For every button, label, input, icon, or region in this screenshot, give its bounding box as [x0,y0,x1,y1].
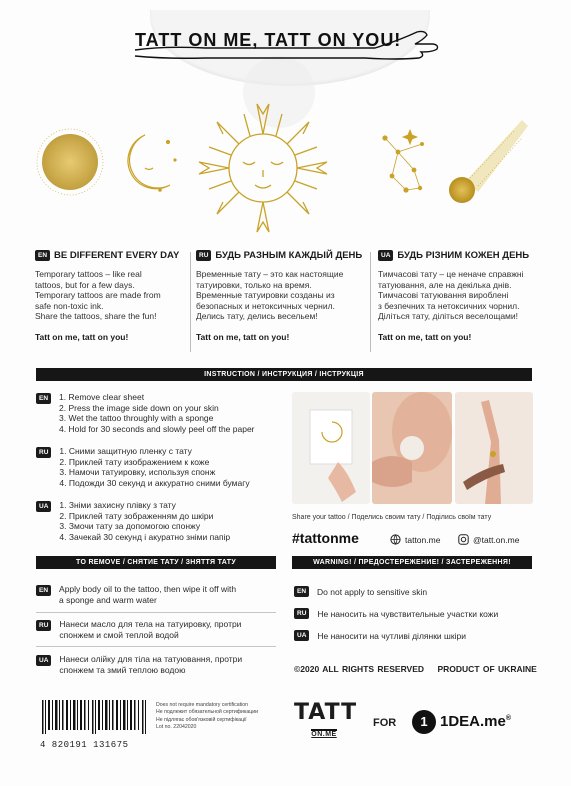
instruction-group-ua [36,500,230,542]
constellation-icon [383,130,424,192]
origin-text: PRODUCT OF UKRAINE [437,664,537,674]
idea-logo-text [440,713,511,730]
remove-item-ua [36,654,276,676]
instruction-step: 1. Зніми захисну плівку з тату [59,500,176,510]
remove-item-en [36,584,276,606]
remove-text: Apply body oil to the tattoo, then wipe it off with a sponge and warm water [59,584,237,605]
remove-text: Нанеси олійку для тіла на татуювання, протри спонжем та змий теплою водою [59,654,243,675]
website-text: tatton.me [405,534,441,545]
certification-fine-print: Does not require mandatory certification Не подлежит обязательной сертификации Не підлягає обов'язковій сертифікації Lot no. 22042020 [156,702,258,731]
column-body: Тимчасові тату – це неначе справжні татуювання, але на декілька днів. Тимчасові татуювання вироблені з безпечних та нетоксичних чорнил. Діліться тату, діліться веселощами! [378,269,524,321]
lang-tag-ru: RU [196,250,211,261]
divider [36,646,276,647]
warning-item-ru [294,608,498,619]
instruction-step: 2. Приклей тату изображением к коже [59,456,210,467]
rights-text: ©2020 ALL RIGHTS RESERVED [294,664,425,674]
share-caption: Share your tattoo / Поделись своим тату / Поділись своїм тату [292,514,492,521]
remove-bar: TO REMOVE / СНЯТИЕ ТАТУ / ЗНЯТТЯ ТАТУ [36,556,276,569]
for-label: FOR [373,717,397,729]
idea-logo-badge: 1 [412,710,436,734]
website-link[interactable] [390,534,440,545]
column-heading: BE DIFFERENT EVERY DAY [54,250,180,261]
brand-slogan: TATT ON ME, TATT ON YOU! [135,30,402,50]
gold-sphere-icon [37,129,103,195]
lang-tag-ua: UA [36,655,51,666]
comet-icon [449,120,528,203]
logo-main-text: TATT [294,700,358,725]
photo-tattoo-sheet [292,392,370,504]
warning-item-en [294,586,427,597]
hashtag[interactable]: #tattonme [292,530,359,546]
warning-text: Do not apply to sensitive skin [317,586,428,597]
column-closing: Tatt on me, tatt on you! [35,331,129,342]
column-body: Temporary tattoos – like real tattoos, but for a few days. Temporary tattoos are made from safe non-toxic ink. Share the tattoos, share the fun! [35,269,161,321]
logo-sub-text: ON.ME [311,731,337,738]
instruction-step: 1. Сними защитную пленку с тату [59,446,192,456]
lang-tag-ru: RU [36,620,51,631]
lang-tag-ru: RU [36,447,51,458]
warning-text: Не наносити на чутливі ділянки шкіри [317,630,466,641]
lang-tag-ua: UA [294,630,309,641]
warning-bar: WARNING! / ПРЕДОСТЕРЕЖЕНИЕ! / ЗАСТЕРЕЖЕННЯ! [292,556,532,569]
remove-text: Нанеси масло для тела на татуировку, протри спонжем и смой теплой водой [59,619,242,640]
globe-icon [390,534,401,545]
instruction-step: 4. Подожди 30 секунд и аккуратно сними бумагу [59,477,250,488]
gold-tattoo-illustrations [0,90,571,250]
column-ru [196,250,366,342]
instruction-step: 1. Remove clear sheet [59,392,145,402]
instagram-icon [458,534,469,545]
lang-tag-en: EN [35,250,50,261]
tattonme-logo [294,700,358,741]
instagram-text: @tatt.on.me [473,534,520,545]
remove-item-ru [36,619,276,641]
lang-tag-en: EN [294,586,309,597]
column-body: Временные тату – это как настоящие татуировки, только на время. Временные татуировки созданы из безопасных и нетоксичных чернил. Делись тату, делись весельем! [196,269,344,321]
column-closing: Tatt on me, tatt on you! [378,331,472,342]
copyright-line [294,664,537,674]
barcode-number: 4 820191 131675 [40,740,129,750]
barcode [40,700,150,750]
column-heading: БУДЬ РАЗНЫМ КАЖДЫЙ ДЕНЬ [215,250,363,261]
column-divider [370,252,371,352]
lang-tag-ua: UA [36,501,51,512]
barcode-bars [40,700,150,734]
instruction-group-ru [36,446,250,488]
instruction-step: 3. Wet the tattoo throughly with a sponge [59,413,214,424]
sun-face-icon [199,104,327,232]
lang-tag-en: EN [36,585,51,596]
crescent-moon-icon [128,135,176,191]
warning-text: Не наносить на чувствительные участки кожи [317,608,499,619]
instagram-link[interactable] [458,534,519,545]
partner-name: 1DEA.me [440,713,506,730]
instruction-step: 2. Press the image side down on your skin [59,402,219,413]
lang-tag-en: EN [36,393,51,404]
lang-tag-ua: UA [378,250,393,261]
warning-item-ua [294,630,466,641]
instruction-step: 4. Hold for 30 seconds and slowly peel off the paper [59,423,255,434]
photo-finished-tattoo [455,392,533,504]
instruction-step: 4. Зачекай 30 секунд і акуратно зніми папір [59,531,231,542]
column-ua [378,250,548,342]
registered-mark: ® [505,715,512,722]
column-en [35,250,205,342]
instruction-bar: INSTRUCTION / ИНСТРУКЦИЯ / ІНСТРУКЦІЯ [36,368,532,381]
instruction-step: 3. Змочи тату за допомогою спонжу [59,521,201,532]
photo-applying-tattoo [372,392,452,504]
column-heading: БУДЬ РІЗНИМ КОЖЕН ДЕНЬ [397,250,530,261]
instruction-step: 3. Намочи татуировку, используя спонж [59,467,216,478]
instruction-group-en [36,392,255,434]
column-closing: Tatt on me, tatt on you! [196,331,290,342]
instruction-step: 2. Приклей тату зображенням до шкіри [59,510,214,521]
column-divider [190,252,191,352]
lang-tag-ru: RU [294,608,309,619]
divider [36,612,276,613]
